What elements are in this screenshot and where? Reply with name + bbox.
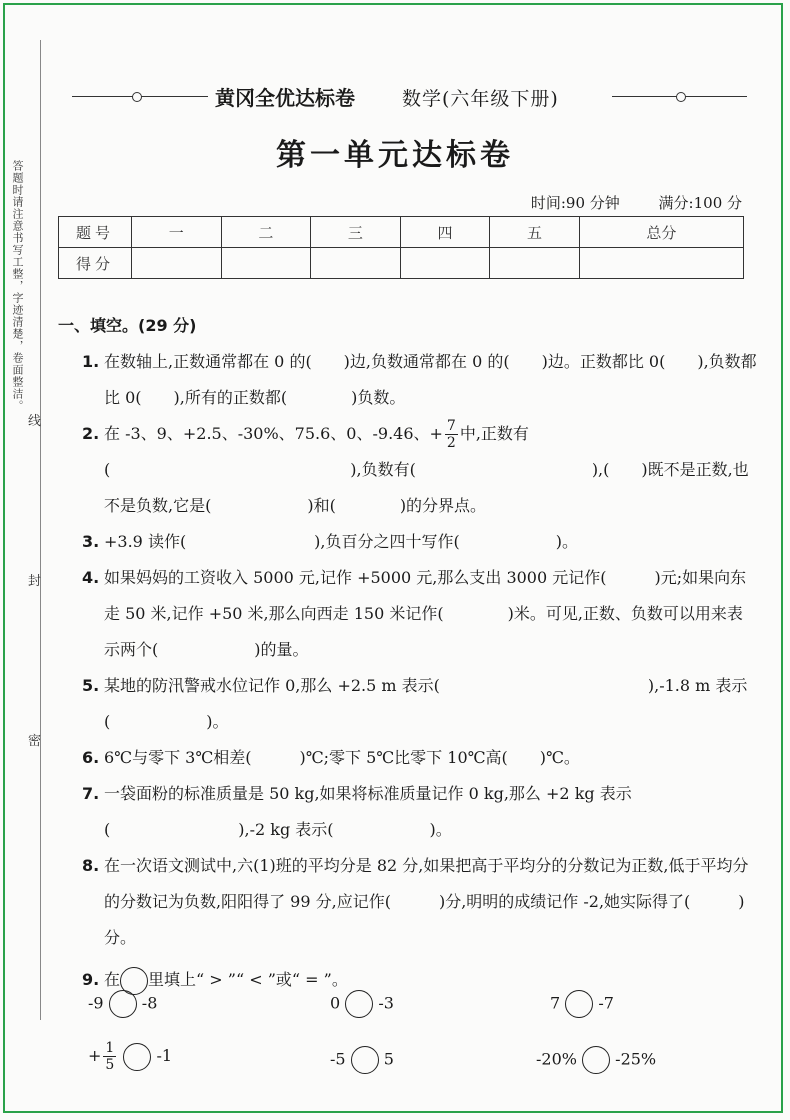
comparison-item	[88, 1040, 172, 1073]
question-number: 4.	[82, 568, 100, 587]
score-cell[interactable]	[221, 248, 311, 279]
comparison-left: 7	[550, 993, 561, 1013]
binding-notice: 答题时请注意书写工整，字迹清楚，卷面整洁。	[11, 160, 24, 412]
question-text-part: 在	[104, 970, 121, 989]
score-cell[interactable]	[490, 248, 580, 279]
section-title: 一、填空。(29 分)	[58, 316, 197, 335]
col-5: 五	[490, 217, 580, 248]
header-ornament-left	[132, 92, 142, 102]
binding-line	[40, 40, 41, 1020]
score-cell[interactable]	[400, 248, 490, 279]
score-table-score-row	[59, 248, 744, 279]
comparison-left: 0	[330, 993, 341, 1013]
answer-circle[interactable]	[109, 990, 137, 1018]
comparison-left: -9	[88, 993, 104, 1013]
comparison-left: -5	[330, 1049, 346, 1069]
question-text-part: 在 -3、9、+2.5、-30%、75.6、0、-9.46、+	[104, 424, 443, 443]
question-text: 一袋面粉的标准质量是 50 kg,如果将标准质量记作 0 kg,那么 +2 kg 表示( ),-2 kg 表示( )。	[104, 784, 632, 839]
question	[58, 776, 758, 848]
full-score: 满分:100 分	[658, 194, 742, 212]
question	[58, 740, 758, 776]
question	[58, 344, 758, 416]
col-3: 三	[311, 217, 401, 248]
binding-margin	[6, 40, 46, 1040]
question-number: 1.	[82, 352, 100, 371]
question-text-part: 中,正数有( ),负数有( ),( )既不是正数,也不是负数,它是( )和( )的分界点。	[104, 424, 749, 515]
binding-label-secret: 密	[28, 734, 42, 749]
question-text: 某地的防汛警戒水位记作 0,那么 +2.5 m 表示( ),-1.8 m 表示( )。	[104, 676, 748, 731]
comparison-right: -1	[156, 1046, 173, 1065]
binding-label-line: 线	[28, 414, 42, 429]
subject-label: 数学(六年级下册)	[402, 88, 559, 110]
col-1: 一	[132, 217, 222, 248]
comparison-right: -25%	[615, 1049, 657, 1069]
fraction-numerator: 1	[105, 1040, 115, 1056]
comparison-item	[550, 990, 614, 1018]
question-text: +3.9 读作( ),负百分之四十写作( )。	[104, 532, 578, 551]
score-cell[interactable]	[579, 248, 743, 279]
comparison-item	[330, 990, 394, 1018]
question-number: 6.	[82, 748, 100, 767]
question-text: 在数轴上,正数通常都在 0 的( )边,负数通常都在 0 的( )边。正数都比 0( ),负数都比 0( ),所有的正数都( )负数。	[104, 352, 757, 407]
question	[58, 416, 758, 524]
answer-circle[interactable]	[582, 1046, 610, 1074]
time-limit: 时间:90 分钟	[530, 194, 620, 212]
question	[58, 848, 758, 956]
row-label-question-no: 题号	[59, 217, 132, 248]
score-table	[58, 216, 744, 279]
fraction	[445, 418, 458, 451]
comparison-left-sign: +	[88, 1046, 102, 1065]
score-cell[interactable]	[311, 248, 401, 279]
score-cell[interactable]	[132, 248, 222, 279]
comparison-right: 5	[383, 1049, 394, 1069]
fraction-numerator: 7	[446, 418, 456, 434]
brand-name: 黄冈全优达标卷	[215, 86, 355, 110]
score-table-header-row	[59, 217, 744, 248]
exam-meta	[497, 192, 742, 213]
question-text	[84, 416, 758, 524]
comparison-item	[536, 1046, 656, 1074]
fraction-denominator: 5	[105, 1057, 115, 1073]
page-title: 第一单元达标卷	[276, 138, 514, 173]
question-text: 6℃与零下 3℃相差( )℃;零下 5℃比零下 10℃高( )℃。	[104, 748, 580, 767]
comparison-right: -7	[598, 993, 614, 1013]
question-text: 在一次语文测试中,六(1)班的平均分是 82 分,如果把高于平均分的分数记为正数,低于平均分的分数记为负数,阳阳得了 99 分,应记作( )分,明明的成绩记作 -2,她实际得了( )分。	[104, 856, 749, 947]
question	[58, 668, 758, 740]
question	[58, 560, 758, 668]
binding-label-seal: 封	[28, 574, 42, 589]
comparison-item	[330, 1046, 394, 1074]
comparison-left: -20%	[536, 1049, 577, 1069]
answer-circle[interactable]	[345, 990, 373, 1018]
question-number: 2.	[82, 424, 100, 443]
question-text-part: 里填上“ > ”“ < ”或“ = ”。	[148, 970, 348, 989]
answer-circle[interactable]	[123, 1043, 151, 1071]
header-band	[60, 76, 750, 118]
question-number: 9.	[82, 970, 100, 989]
col-4: 四	[400, 217, 490, 248]
question-number: 8.	[82, 856, 100, 875]
answer-circle[interactable]	[351, 1046, 379, 1074]
question-number: 3.	[82, 532, 100, 551]
row-label-score: 得分	[59, 248, 132, 279]
comparison-row-1	[88, 990, 738, 1030]
col-2: 二	[221, 217, 311, 248]
question-area	[58, 308, 758, 998]
question	[58, 524, 758, 560]
question-text: 如果妈妈的工资收入 5000 元,记作 +5000 元,那么支出 3000 元记作( )元;如果向东走 50 米,记作 +50 米,那么向西走 150 米记作( )米。可见,正数、负数可以用来表示两个( )的量。	[104, 568, 747, 659]
comparison-right: -3	[378, 993, 394, 1013]
header-ornament-right	[676, 92, 686, 102]
comparison-item	[88, 990, 157, 1018]
comparison-right: -8	[141, 993, 158, 1013]
fraction	[103, 1040, 116, 1073]
fraction-denominator: 2	[446, 435, 456, 451]
question-number: 5.	[82, 676, 100, 695]
answer-circle[interactable]	[565, 990, 593, 1018]
comparison-row-2	[88, 1040, 738, 1084]
col-total: 总分	[579, 217, 743, 248]
question-number: 7.	[82, 784, 100, 803]
